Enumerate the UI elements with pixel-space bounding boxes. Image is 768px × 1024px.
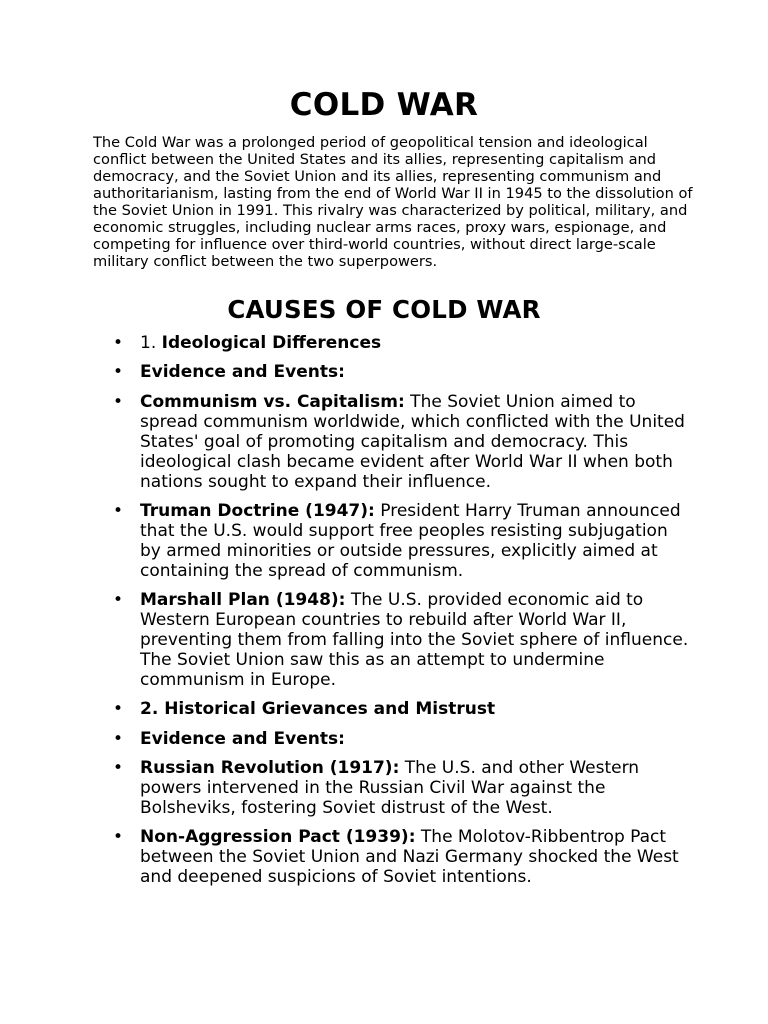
list-item	[113, 590, 693, 690]
item-text: President Harry Truman announced that the U.S. would support free peoples resisting subjugation by armed minorities or outside pressures, explicitly aimed at containing the spread of communism.	[140, 500, 681, 581]
item-text: The Soviet Union aimed to spread communism worldwide, which conflicted with the United States' goal of promoting capitalism and democracy. This ideological clash became evident after World War II when both nations sought to expand their influence.	[140, 391, 685, 492]
item-lead: Truman Doctrine (1947):	[140, 500, 375, 521]
bullet-icon: •	[113, 590, 124, 611]
item-lead: 2. Historical Grievances and Mistrust	[140, 699, 496, 720]
bullet-icon: •	[113, 333, 124, 353]
causes-list	[113, 333, 693, 897]
bullet-icon: •	[113, 699, 124, 720]
item-prefix: 1.	[140, 333, 162, 353]
item-text: The U.S. provided economic aid to Western European countries to rebuild after World War II, preventing them from falling into the Soviet sphere of influence. The Soviet Union saw this as an attempt to undermine communism in Europe.	[140, 590, 689, 691]
list-item	[113, 699, 693, 719]
item-lead: Communism vs. Capitalism:	[140, 391, 405, 412]
list-item	[113, 392, 693, 492]
list-item	[113, 758, 693, 818]
item-lead: Marshall Plan (1948):	[140, 590, 346, 611]
intro-paragraph: The Cold War was a prolonged period of geopolitical tension and ideological conflict between the United States and its allies, representing capitalism and democracy, and the Soviet Union and its allies, representing communism and authoritarianism, lasting from the end of World War II in 1945 to the dissolution of the Soviet Union in 1991. This rivalry was characterized by political, military, and economic struggles, including nuclear arms races, proxy wars, espionage, and competing for influence over third-world countries, without direct large-scale military conflict between the two superpowers.	[93, 134, 693, 270]
item-lead: Evidence and Events:	[140, 362, 345, 383]
list-item	[113, 362, 693, 382]
bullet-icon: •	[113, 827, 124, 848]
page-title: COLD WAR	[289, 87, 479, 123]
item-lead: Non-Aggression Pact (1939):	[140, 827, 416, 848]
bullet-icon: •	[113, 391, 124, 412]
item-lead: Evidence and Events:	[140, 728, 345, 749]
item-lead: Russian Revolution (1917):	[140, 758, 400, 779]
list-item	[113, 501, 693, 581]
item-lead: Ideological Differences	[161, 333, 382, 353]
bullet-icon: •	[113, 758, 124, 779]
list-item	[113, 827, 693, 887]
section-heading: CAUSES OF COLD WAR	[227, 295, 541, 324]
bullet-icon: •	[113, 500, 124, 521]
item-text: The U.S. and other Western powers intervened in the Russian Civil War against the Bolsheviks, fostering Soviet distrust of the West.	[140, 758, 640, 819]
bullet-icon: •	[113, 362, 124, 383]
list-item	[113, 333, 693, 353]
bullet-icon: •	[113, 728, 124, 749]
list-item	[113, 729, 693, 749]
item-text: The Molotov-Ribbentrop Pact between the Soviet Union and Nazi Germany shocked the West and deepened suspicions of Soviet intentions.	[140, 827, 679, 888]
